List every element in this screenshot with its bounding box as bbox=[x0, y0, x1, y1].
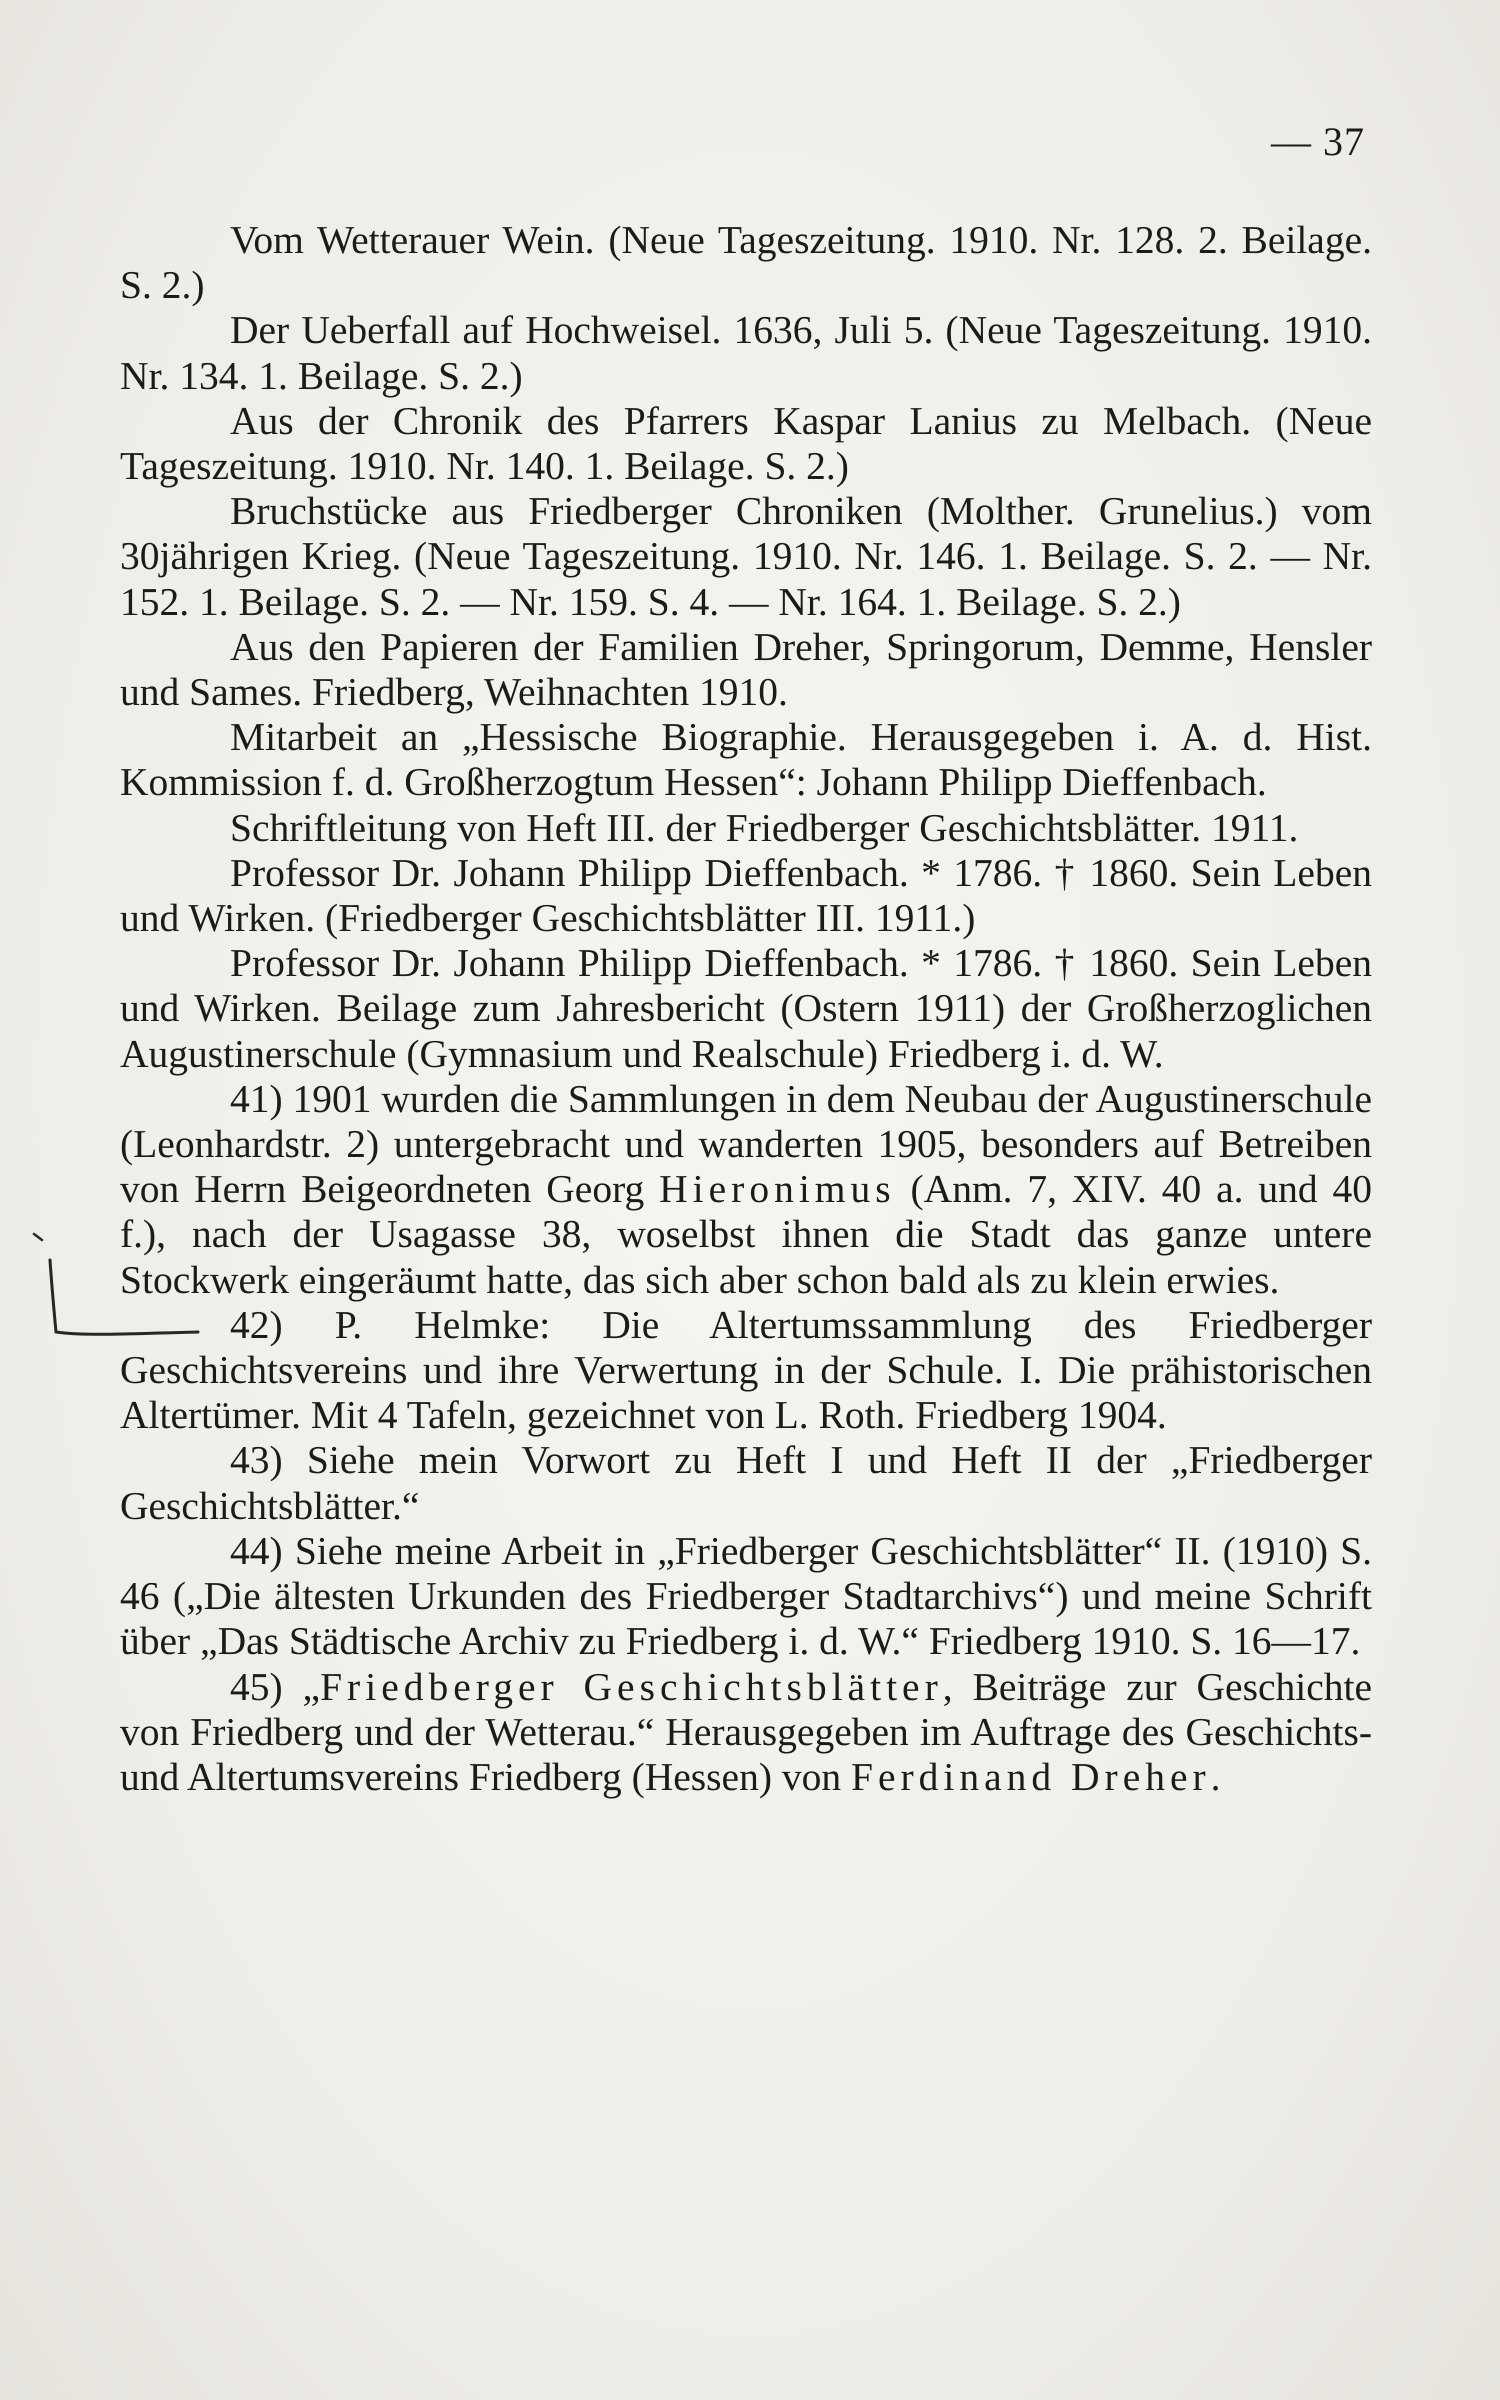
footnote-45-spaced-title: Friedberger Geschichtsblätter bbox=[320, 1664, 943, 1709]
footnote-44: 44) Siehe meine Arbeit in „Friedberger Geschichtsblätter“ II. (1910) S. 46 („Die ältesten Urkunden des Friedberger Stadtarchivs“) und meine Schrift über „Das Städtische Archiv zu Friedberg i. d. W.“ Friedberg 1910. S. 16—17. bbox=[120, 1528, 1372, 1664]
bibliography-entry: Mitarbeit an „Hessische Biographie. Herausgegeben i. A. d. Hist. Kommission f. d. Großherzogtum Hessen“: Johann Philipp Dieffenbach. bbox=[120, 715, 1372, 805]
footnote-43: 43) Siehe mein Vorwort zu Heft I und Heft II der „Friedberger Geschichtsblätter.“ bbox=[120, 1438, 1372, 1528]
footnote-45 bbox=[120, 1665, 1372, 1801]
bibliography-entry: Bruchstücke aus Friedberger Chroniken (Molther. Grunelius.) vom 30jährigen Krieg. (Neue Tageszeitung. 1910. Nr. 146. 1. Beilage. S. 2. — Nr. 152. 1. Beilage. S. 2. — Nr. 159. S. 4. — Nr. 164. 1. Beilage. S. 2.) bbox=[120, 489, 1372, 624]
bibliography-entry: Schriftleitung von Heft III. der Friedberger Geschichtsblätter. 1911. bbox=[230, 805, 1299, 850]
footnote-41-tail: (Anm. 7, XIV. 40 a. und 40 f.), nach der Usagasse 38, woselbst ihnen die Stadt das ganze untere Stockwerk eingeräumt hatte, das sich aber schon bald als zu klein erwies. bbox=[120, 1167, 1372, 1302]
footnote-41-lead: 41) 1901 wurden die Sammlungen in dem Neubau der Augustinerschule (Leonhardstr. 2) untergebracht und wanderten 1905, besonders auf Betreiben von Herrn Beigeordneten Georg bbox=[120, 1076, 1372, 1212]
bibliography-entry: Professor Dr. Johann Philipp Dieffenbach. * 1786. † 1860. Sein Leben und Wirken. Beilage zum Jahresbericht (Ostern 1911) der Großherzoglichen Augustinerschule (Gymnasium und Realschule) Friedberg i. d. W. bbox=[120, 941, 1372, 1076]
bibliography-entry: Der Ueberfall auf Hochweisel. 1636, Juli 5. (Neue Tageszeitung. 1910. Nr. 134. 1. Beilage. S. 2.) bbox=[120, 308, 1372, 398]
footnote-45-spaced-name: Ferdinand Dreher bbox=[850, 1754, 1211, 1799]
footnote-42: 42) P. Helmke: Die Altertumssammlung des Friedberger Geschichtsvereins und ihre Verwertung in der Schule. I. Die prähistorischen Altertümer. Mit 4 Tafeln, gezeichnet von L. Roth. Friedberg 1904. bbox=[120, 1302, 1372, 1438]
bibliography-entry: Vom Wetterauer Wein. (Neue Tageszeitung. 1910. Nr. 128. 2. Beilage. S. 2.) bbox=[120, 218, 1372, 308]
page-body bbox=[120, 218, 1372, 1800]
footnote-45-lead: 45) „ bbox=[230, 1664, 321, 1709]
footnote-45-tail: . bbox=[1210, 1754, 1221, 1799]
page-number: — 37 bbox=[1271, 119, 1365, 164]
handwritten-margin-mark bbox=[28, 1200, 228, 1360]
bibliography-entry: Aus der Chronik des Pfarrers Kaspar Lanius zu Melbach. (Neue Tageszeitung. 1910. Nr. 140. 1. Beilage. S. 2.) bbox=[120, 398, 1372, 489]
footnote-41-spaced-name: Hieronimus bbox=[659, 1167, 896, 1212]
bibliography-entry: Professor Dr. Johann Philipp Dieffenbach. * 1786. † 1860. Sein Leben und Wirken. (Friedberger Geschichtsblätter III. 1911.) bbox=[120, 850, 1372, 941]
bibliography-entry: Aus den Papieren der Familien Dreher, Springorum, Demme, Hensler und Sames. Friedberg, Weihnachten 1910. bbox=[120, 624, 1372, 715]
footnote-45-mid: , Beiträge zur Geschichte von Friedberg und der Wetterau.“ Herausgegeben im Auftrage des Geschichts- und Altertumsvereins Friedberg (Hessen) von bbox=[120, 1664, 1372, 1799]
footnote-41 bbox=[120, 1077, 1372, 1303]
